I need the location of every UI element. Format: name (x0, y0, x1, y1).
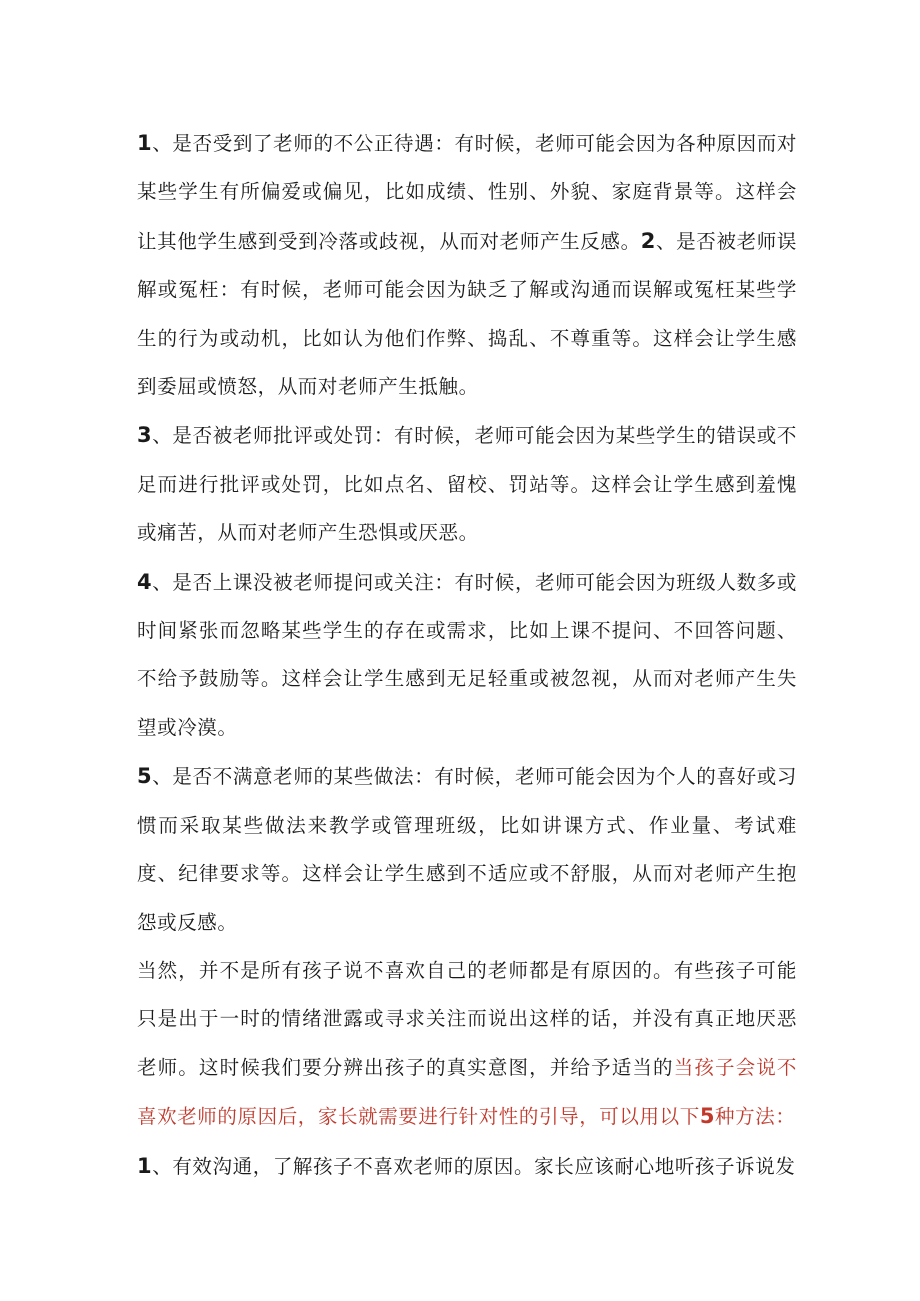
closing-text: 当然，并不是所有孩子说不喜欢自己的老师都是有原因的。有些孩子可能只是出于一时的情绪泄露或寻求关注而说出这样的话，并没有真正地厌恶老师。这时候我们要分辨出孩子的真实意图，并给予适当的 (137, 958, 797, 1079)
highlighted-text: 当孩子会说不喜欢老师的原因后，家长就需要进行针对性的引导，可以用以下 (137, 1055, 797, 1129)
paragraph-reason-3 (137, 411, 797, 557)
item-number-5: 5 (137, 764, 153, 789)
item-number-4: 4 (137, 569, 153, 594)
reason-3-text: 、是否被老师批评或处罚：有时候，老师可能会因为某些学生的错误或不足而进行批评或处罚，比如点名、留校、罚站等。这样会让学生感到羞愧或痛苦，从而对老师产生恐惧或厌恶。 (137, 424, 797, 545)
reason-5-text: 、是否不满意老师的某些做法：有时候，老师可能会因为个人的喜好或习惯而采取某些做法来教学或管理班级，比如讲课方式、作业量、考试难度、纪律要求等。这样会让学生感到不适应或不舒服，从而对老师产生抱怨或反感。 (137, 765, 797, 934)
method-number-1: 1 (137, 1153, 153, 1178)
reason-1-text: 、是否受到了老师的不公正待遇：有时候，老师可能会因为各种原因而对某些学生有所偏爱或偏见，比如成绩、性别、外貌、家庭背景等。这样会让其他学生感到受到冷落或歧视，从而对老师产生反感。 (137, 132, 797, 253)
paragraph-closing (137, 947, 797, 1142)
item-number-1: 1 (137, 131, 153, 155)
reason-2-text: 、是否被老师误解或冤枉：有时候，老师可能会因为缺乏了解或沟通而误解或冤枉某些学生的行为或动机，比如认为他们作弊、捣乱、不尊重等。这样会让学生感到委屈或愤怒，从而对老师产生抵触。 (137, 229, 797, 399)
paragraph-reasons-1-2 (137, 119, 797, 411)
method-1-text: 、有效沟通，了解孩子不喜欢老师的原因。家长应该耐心地听孩子诉说发 (152, 1154, 796, 1178)
paragraph-reason-5 (137, 752, 797, 947)
item-number-2: 2 (640, 228, 656, 253)
paragraph-method-1 (137, 1142, 797, 1191)
document-body (137, 119, 797, 1191)
highlighted-number: 5 (699, 1104, 716, 1129)
item-number-3: 3 (137, 423, 153, 448)
paragraph-reason-4 (137, 558, 797, 753)
highlighted-tail: 种方法： (715, 1105, 796, 1129)
reason-4-text: 、是否上课没被老师提问或关注：有时候，老师可能会因为班级人数多或时间紧张而忽略某些学生的存在或需求，比如上课不提问、不回答问题、不给予鼓励等。这样会让学生感到无足轻重或被忽视，从而对老师产生失望或冷漠。 (137, 570, 797, 739)
